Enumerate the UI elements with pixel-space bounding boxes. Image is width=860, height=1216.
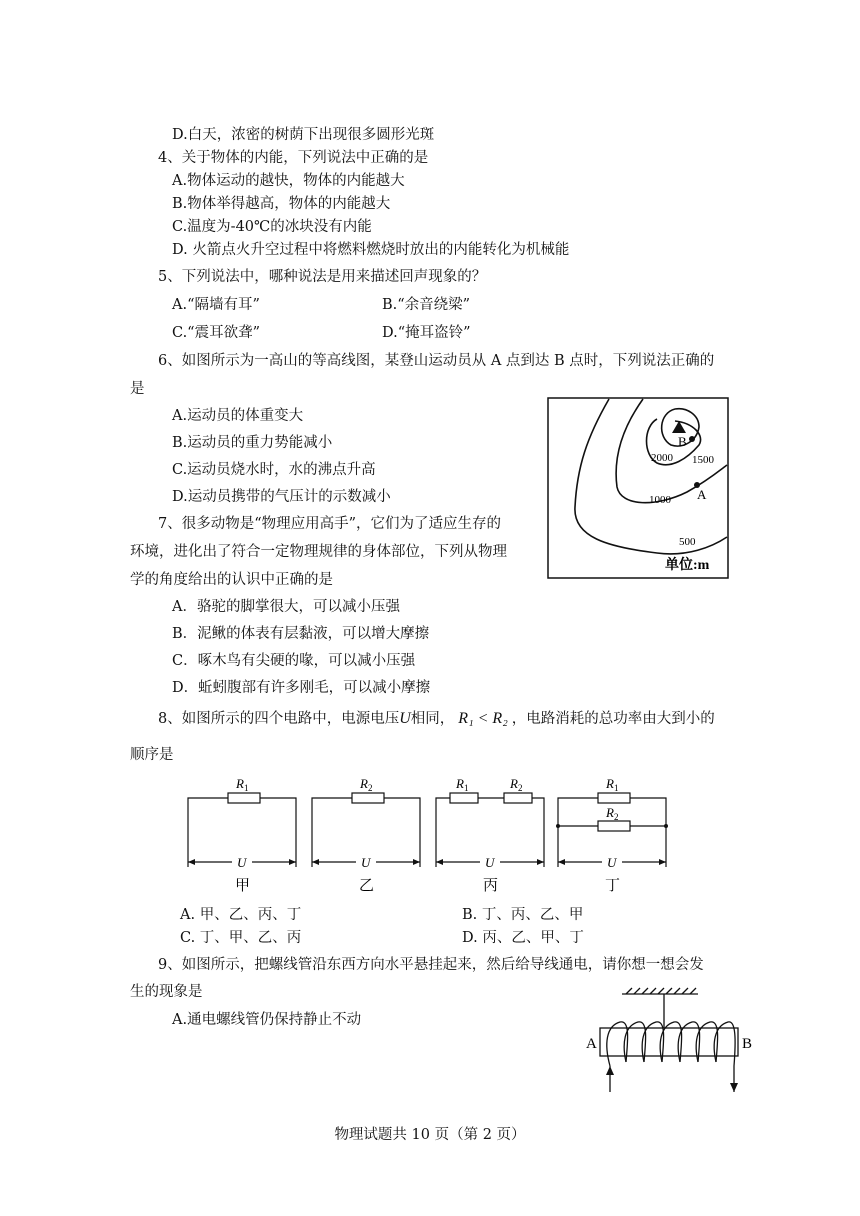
q5-option-b: B.“余音绕梁” — [382, 297, 471, 313]
point-b-dot — [689, 436, 695, 442]
solenoid-figure — [582, 984, 772, 1100]
q4-stem: 4、关于物体的内能，下列说法中正确的是 — [158, 150, 429, 166]
map-unit-label: 单位:m — [665, 558, 710, 573]
q4-option-b: B.物体举得越高，物体的内能越大 — [172, 196, 391, 212]
label-jia-u: U — [237, 855, 247, 870]
q8-stem-post: ，电路消耗的总功率由大到小的 — [511, 711, 715, 727]
q6-option-c: C.运动员烧水时，水的沸点升高 — [172, 462, 376, 478]
circuit-name-ding: 丁 — [605, 878, 621, 894]
q8-r-inequality: R₁ < R₂ — [458, 710, 508, 727]
q6-stem-line2: 是 — [130, 381, 145, 397]
label-yi-u: U — [361, 855, 371, 870]
label-ding-r1: $R_1$ — [606, 776, 619, 793]
circuit-yi-r2 — [352, 793, 384, 803]
q8-stem-line1 — [158, 709, 715, 729]
circuit-name-jia: 甲 — [235, 878, 251, 894]
q8-option-a: A. 甲、乙、丙、丁 — [180, 907, 302, 923]
map-label-1500: 1500 — [692, 454, 714, 466]
q7-option-b: B．泥鳅的体表有层黏液，可以增大摩擦 — [172, 626, 430, 642]
label-jia-r1: $R_1$ — [236, 776, 249, 793]
circuit-ding-r2 — [598, 821, 630, 831]
circuit-name-bing: 丙 — [483, 878, 499, 894]
q6-option-a: A.运动员的体重变大 — [172, 408, 304, 424]
q9-option-a: A.通电螺线管仍保持静止不动 — [172, 1012, 362, 1028]
current-out-arrow-icon — [730, 1083, 738, 1092]
q4-option-a: A.物体运动的越快，物体的内能越大 — [172, 173, 405, 189]
map-label-500: 500 — [679, 536, 696, 548]
q5-option-a: A.“隔墙有耳” — [172, 297, 260, 313]
map-label-a: A — [697, 487, 707, 502]
q8-option-c: C. 丁、甲、乙、丙 — [180, 930, 302, 946]
label-ding-u: U — [607, 855, 617, 870]
current-in-arrow-icon — [606, 1066, 614, 1075]
circuit-bing-r2 — [504, 793, 532, 803]
page-footer: 物理试题共 10 页（第 2 页） — [334, 1127, 526, 1143]
circuit-diagrams — [180, 772, 680, 897]
contour-map-figure — [547, 397, 729, 579]
q6-option-d: D.运动员携带的气压计的示数减小 — [172, 489, 391, 505]
circuit-ding-r1 — [598, 793, 630, 803]
map-label-b: B — [678, 434, 687, 449]
q9-stem-line1: 9、如图所示，把螺线管沿东西方向水平悬挂起来，然后给导线通电，请你想一想会发 — [158, 957, 704, 973]
circuit-name-yi: 乙 — [359, 878, 375, 894]
q8-stem-pre: 8、如图所示的四个电路中，电源电压 — [158, 711, 400, 727]
q6-stem-line1: 6、如图所示为一高山的等高线图，某登山运动员从 A 点到达 B 点时，下列说法正确的 — [158, 353, 715, 369]
label-bing-r2: $R_2$ — [510, 776, 523, 793]
q4-option-d: D. 火箭点火升空过程中将燃料燃烧时放出的内能转化为机械能 — [172, 242, 570, 258]
label-yi-r2: $R_2$ — [360, 776, 373, 793]
label-ding-r2: $R_2$ — [606, 805, 619, 822]
label-bing-r1: $R_1$ — [456, 776, 469, 793]
q8-option-b: B. 丁、丙、乙、甲 — [462, 907, 584, 923]
q9-stem-line2: 生的现象是 — [130, 984, 203, 1000]
q7-stem-line2: 环境，进化出了符合一定物理规律的身体部位，下列从物理 — [130, 544, 507, 560]
circuit-bing-r1 — [450, 793, 478, 803]
solenoid-label-b: B — [742, 1036, 753, 1052]
q8-option-d: D. 丙、乙、甲、丁 — [462, 930, 584, 946]
q8-stem-line2: 顺序是 — [130, 747, 174, 763]
q5-stem: 5、下列说法中，哪种说法是用来描述回声现象的？ — [158, 269, 487, 285]
circuit-jia-r1 — [228, 793, 260, 803]
solenoid-label-a: A — [586, 1036, 597, 1052]
q7-option-d: D．蚯蚓腹部有许多刚毛，可以减小摩擦 — [172, 680, 431, 696]
map-label-2000: 2000 — [651, 452, 673, 464]
map-label-1000: 1000 — [649, 494, 671, 506]
q5-option-c: C.“震耳欲聋” — [172, 325, 261, 341]
label-bing-u: U — [485, 855, 495, 870]
q7-option-a: A．骆驼的脚掌很大，可以减小压强 — [172, 599, 400, 615]
q8-u-symbol: U — [399, 710, 411, 727]
q7-stem-line3: 学的角度给出的认识中正确的是 — [130, 572, 333, 588]
q7-stem-line1: 7、很多动物是“物理应用高手”，它们为了适应生存的 — [158, 516, 502, 532]
q3-option-d: D.白天，浓密的树荫下出现很多圆形光斑 — [172, 127, 435, 143]
q4-option-c: C.温度为-40℃的冰块没有内能 — [172, 219, 372, 235]
q5-option-d: D.“掩耳盗铃” — [382, 325, 471, 341]
q7-option-c: C．啄木鸟有尖硬的喙，可以减小压强 — [172, 653, 416, 669]
q8-stem-mid: 相同， — [410, 711, 455, 727]
q6-option-b: B.运动员的重力势能减小 — [172, 435, 333, 451]
